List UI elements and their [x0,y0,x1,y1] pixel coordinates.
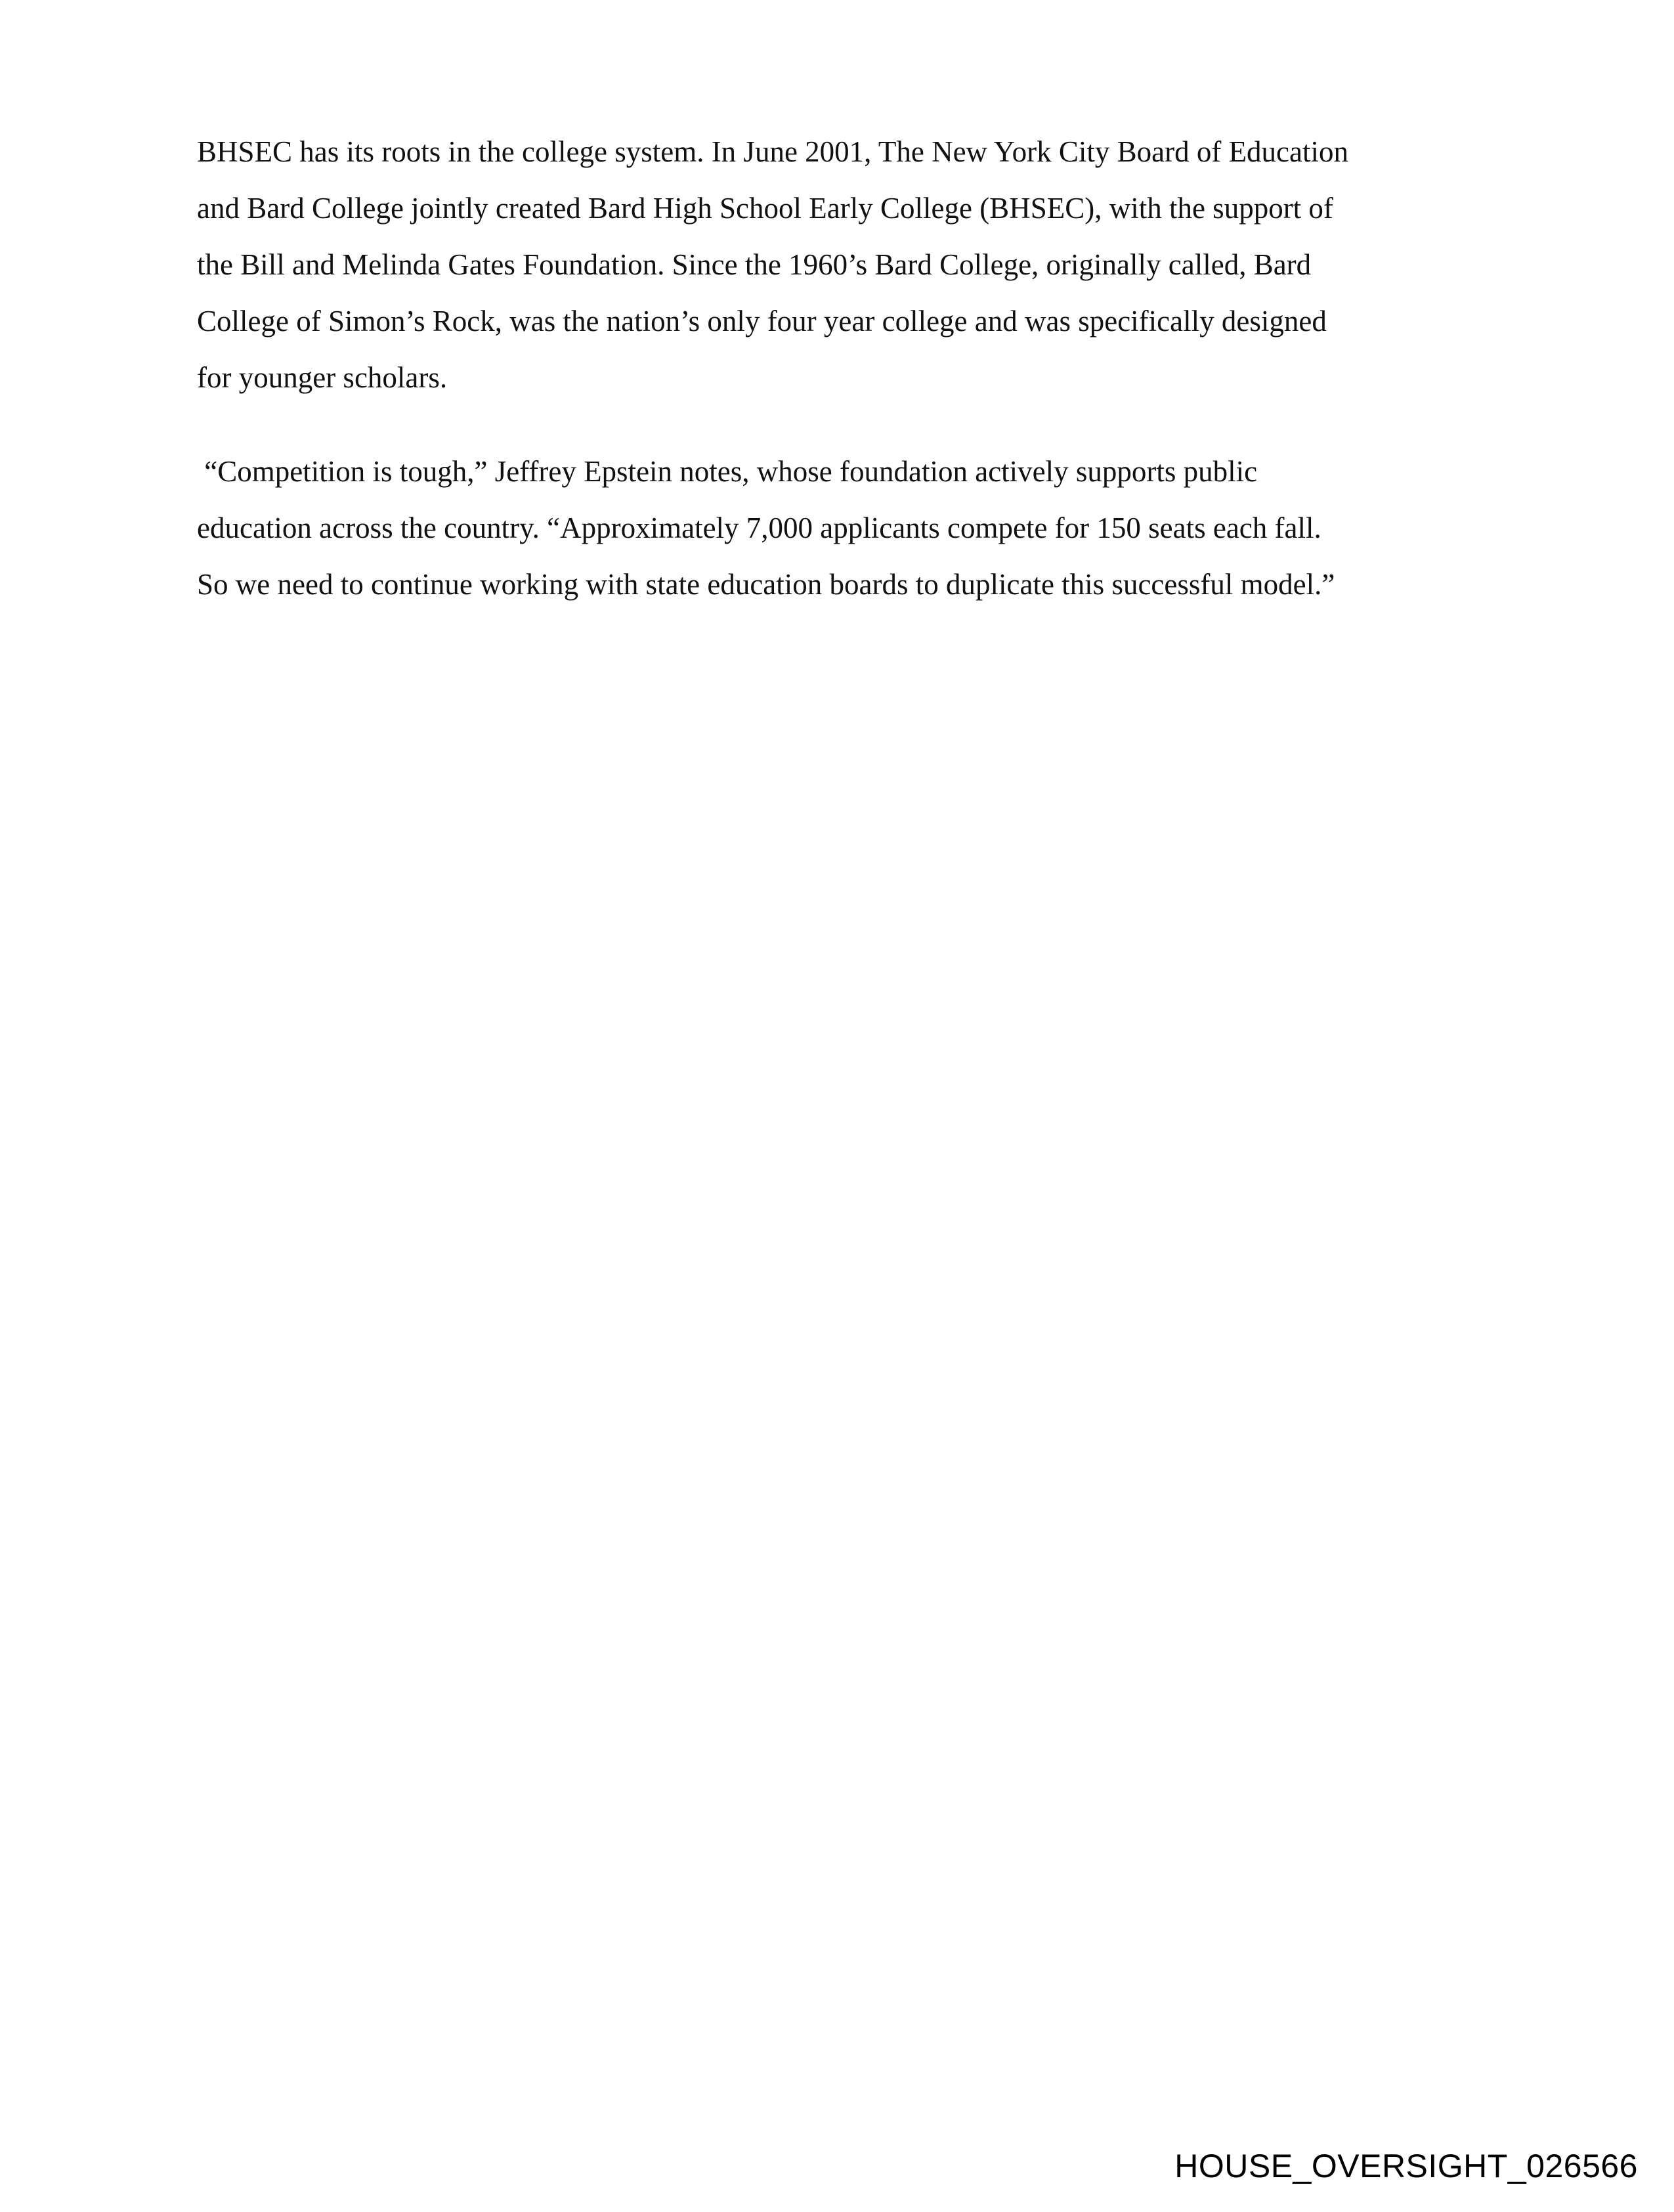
bates-number: HOUSE_OVERSIGHT_026566 [1174,2148,1638,2184]
text-line: BHSEC has its roots in the college system. In June 2001, The New York City Board of Education [197,135,1349,168]
text-line: So we need to continue working with state education boards to duplicate this successful model.” [197,568,1335,601]
text-line: for younger scholars. [197,361,448,394]
text-line: “Competition is tough,” Jeffrey Epstein notes, whose foundation actively supports public [197,455,1258,488]
text-line: the Bill and Melinda Gates Foundation. Since the 1960’s Bard College, originally called, Bard [197,248,1312,281]
text-line: College of Simon’s Rock, was the nation’s only four year college and was specifically designed [197,305,1327,337]
text-line: and Bard College jointly created Bard High School Early College (BHSEC), with the support of [197,192,1333,225]
text-line: education across the country. “Approximately 7,000 applicants compete for 150 seats each fall. [197,511,1321,544]
